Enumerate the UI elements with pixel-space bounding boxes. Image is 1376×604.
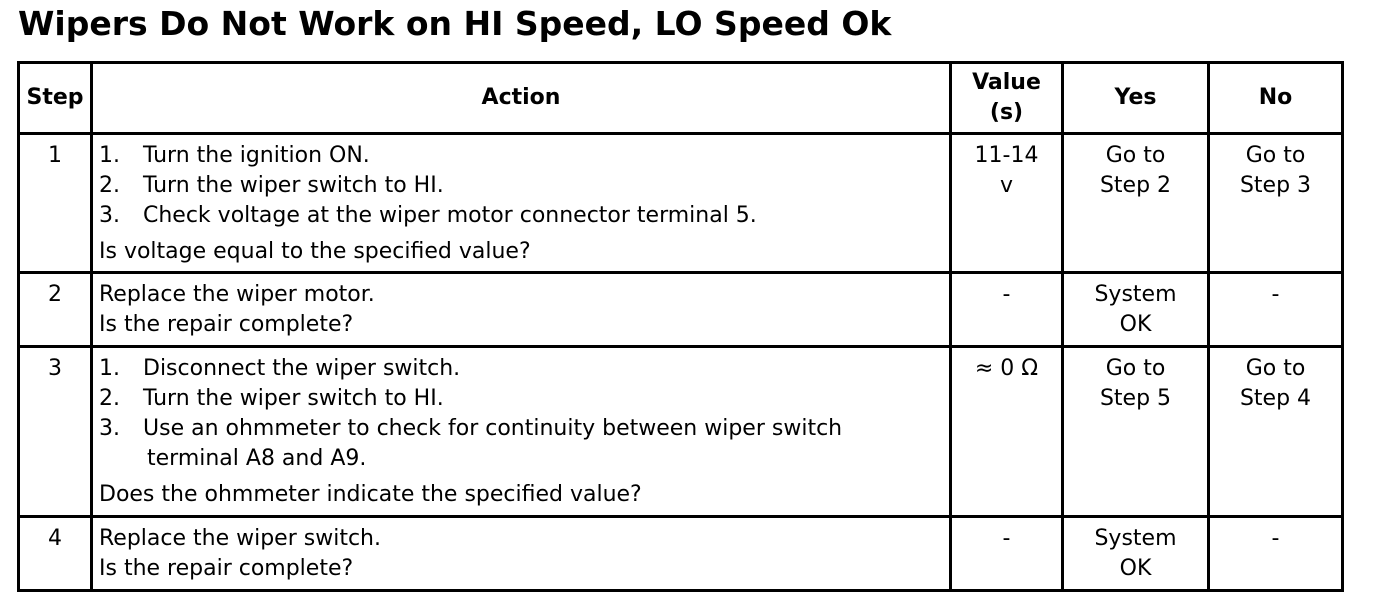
item-number: 1. (99, 143, 120, 168)
yes-line2: OK (1119, 312, 1152, 337)
item-text: Use an ohmmeter to check for continuity between wiper switch (143, 416, 843, 441)
action-question: Is the repair complete? (99, 556, 354, 581)
yes-cell (1063, 517, 1209, 591)
action-item (99, 414, 943, 444)
header-value-line2: (s) (989, 100, 1024, 125)
item-text: Turn the wiper switch to HI. (143, 173, 444, 198)
item-number: 2. (99, 173, 120, 198)
yes-line1: Go to (1105, 356, 1166, 381)
header-row (19, 63, 1343, 134)
yes-line1: System (1094, 282, 1177, 307)
action-cell (92, 517, 951, 591)
item-number: 2. (99, 386, 120, 411)
header-yes: Yes (1063, 63, 1209, 134)
page-title: Wipers Do Not Work on HI Speed, LO Speed Ok (18, 4, 892, 43)
yes-cell (1063, 273, 1209, 347)
value-line2: v (999, 173, 1014, 198)
header-value-line1: Value (972, 70, 1041, 95)
item-number: 3. (99, 416, 120, 441)
value-cell: ≈ 0 Ω (951, 347, 1063, 517)
no-line2: Step 3 (1239, 173, 1312, 198)
action-item (99, 171, 943, 201)
action-question: Is the repair complete? (99, 312, 354, 337)
step-cell: 4 (19, 517, 92, 591)
yes-line2: OK (1119, 556, 1152, 581)
item-text: Turn the ignition ON. (143, 143, 370, 168)
action-line: Replace the wiper switch. (99, 526, 381, 551)
action-item (99, 201, 943, 231)
header-step: Step (19, 63, 92, 134)
table-row (19, 273, 1343, 347)
diagnostic-table (17, 61, 1344, 592)
value-cell: - (951, 273, 1063, 347)
value-line1: 11-14 (974, 143, 1039, 168)
action-cell (92, 273, 951, 347)
item-number: 1. (99, 356, 120, 381)
step-cell: 1 (19, 134, 92, 273)
item-text: Check voltage at the wiper motor connector terminal 5. (143, 203, 757, 228)
yes-line2: Step 2 (1099, 173, 1172, 198)
header-action: Action (92, 63, 951, 134)
no-cell: - (1209, 273, 1343, 347)
item-continuation: terminal A8 and A9. (147, 446, 367, 471)
action-cell (92, 347, 951, 517)
no-line1: Go to (1245, 143, 1306, 168)
no-cell (1209, 347, 1343, 517)
table-row (19, 134, 1343, 273)
yes-line1: System (1094, 526, 1177, 551)
yes-line2: Step 5 (1099, 386, 1172, 411)
value-cell (951, 134, 1063, 273)
table-row (19, 347, 1343, 517)
action-item (99, 141, 943, 171)
item-number: 3. (99, 203, 120, 228)
no-line1: Go to (1245, 356, 1306, 381)
table-row (19, 517, 1343, 591)
item-text: Disconnect the wiper switch. (143, 356, 461, 381)
action-question: Does the ohmmeter indicate the specified value? (99, 482, 642, 507)
no-cell: - (1209, 517, 1343, 591)
action-item (99, 384, 943, 414)
yes-cell (1063, 134, 1209, 273)
header-no: No (1209, 63, 1343, 134)
step-cell: 3 (19, 347, 92, 517)
action-line: Replace the wiper motor. (99, 282, 375, 307)
header-value (951, 63, 1063, 134)
yes-cell (1063, 347, 1209, 517)
action-cell (92, 134, 951, 273)
action-question: Is voltage equal to the specified value? (99, 239, 531, 264)
action-item (99, 354, 943, 384)
yes-line1: Go to (1105, 143, 1166, 168)
no-line2: Step 4 (1239, 386, 1312, 411)
value-cell: - (951, 517, 1063, 591)
step-cell: 2 (19, 273, 92, 347)
no-cell (1209, 134, 1343, 273)
item-text: Turn the wiper switch to HI. (143, 386, 444, 411)
